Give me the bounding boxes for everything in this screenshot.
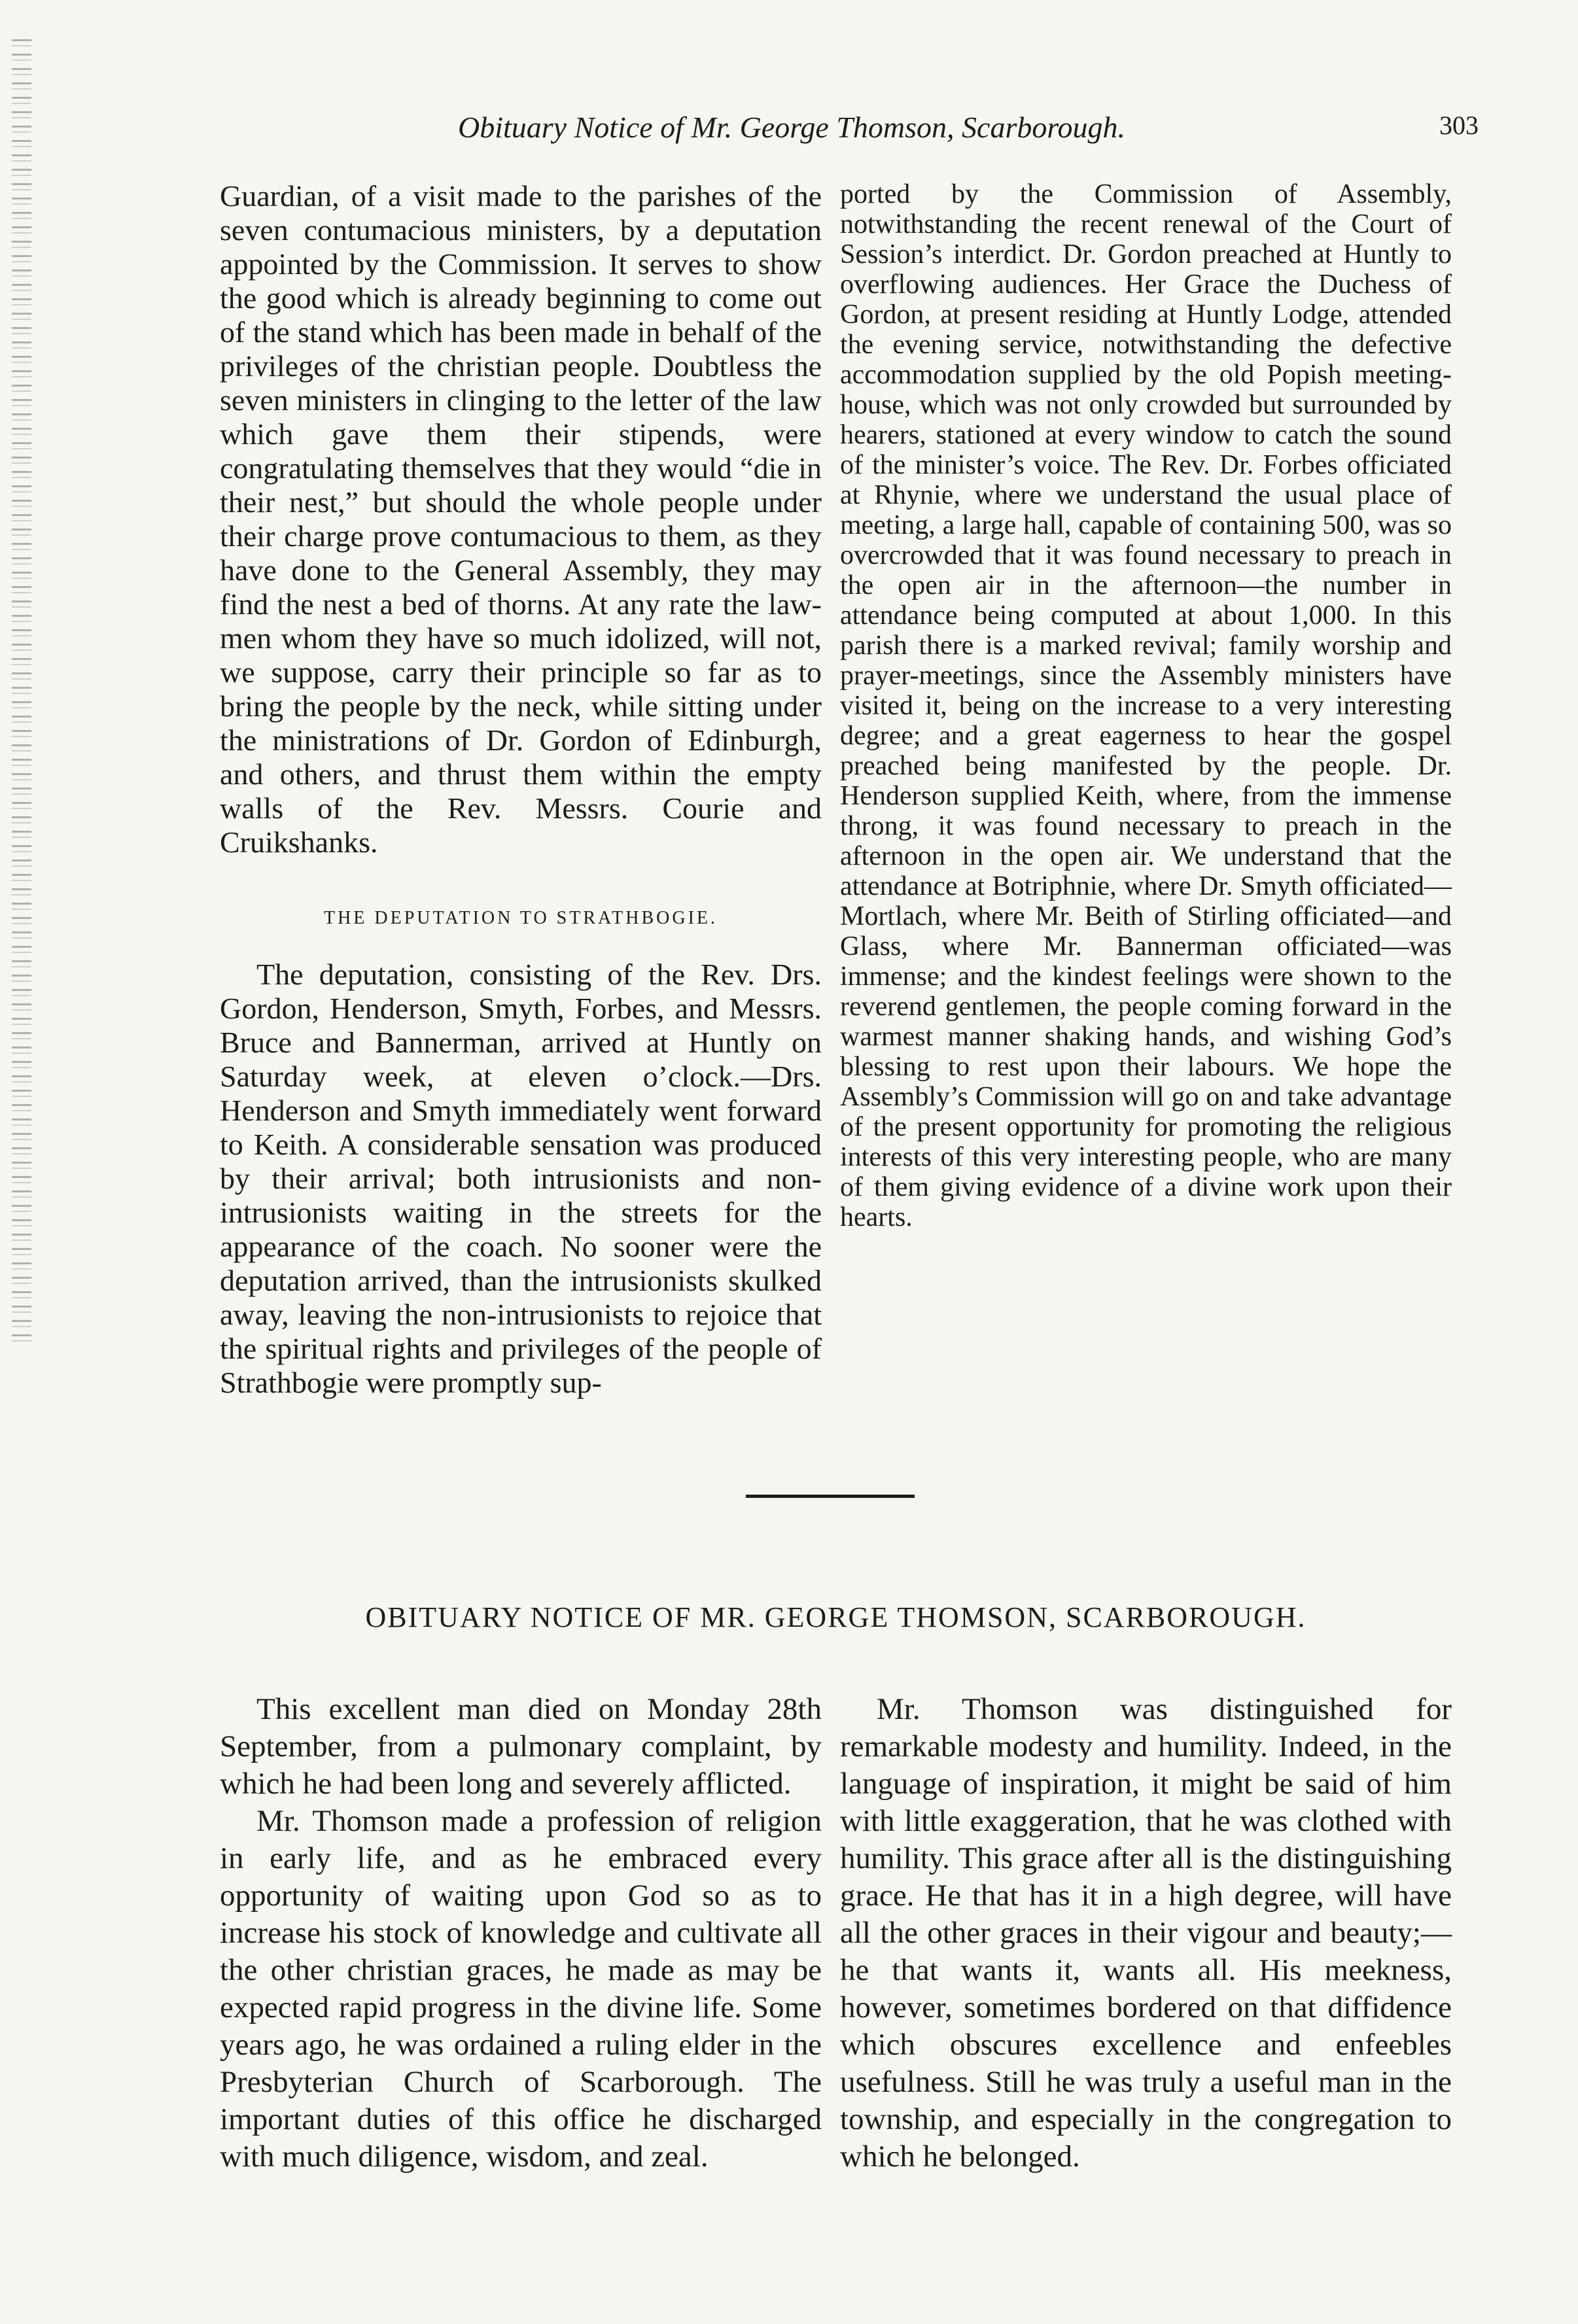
paragraph: ported by the Commission of Assembly, notwithstanding the recent renewal of the Court of Session’s interdict. Dr. Gordon preached at Huntly to overflowing audiences. Her Grace the Duchess of Gordon, at present residing at Huntly Lodge, attended the evening service, notwithstanding the defective accommodation supplied by the old Popish meeting-house, which was not only crowded but surrounded by hearers, stationed at every window to catch the sound of the minister’s voice. The Rev. Dr. Forbes officiated at Rhynie, where we understand the usual place of meeting, a large hall, capable of containing 500, was so overcrowded that it was found necessary to preach in the open air in the afternoon—the number in attendance being computed at about 1,000. In this parish there is a marked revival; family worship and prayer-meetings, since the Assembly ministers have visited it, being on the increase to a very interesting degree; and a great eagerness to hear the gospel preached being manifested by the people. Dr. Henderson supplied Keith, where, from the immense throng, it was found necessary to preach in the afternoon in the open air. We understand that the attendance at Botriphnie, where Dr. Smyth officiated—Mortlach, where Mr. Beith of Stirling officiated—and Glass, where Mr. Bannerman officiated—was immense; and the kindest feelings were shown to the reverend gentlemen, the people coming forward in the warmest manner shaking hands, and wishing God’s blessing to rest upon their labours. We hope the Assembly’s Commission will go on and take advantage of the present opportunity for promoting the religious interests of this very interesting people, who are many of them giving evidence of a divine work upon their hearts. bbox=[840, 179, 1452, 1232]
paragraph: This excellent man died on Monday 28th September, from a pulmonary complaint, by which he had been long and severely afflicted. bbox=[220, 1692, 822, 1801]
page-number: 303 bbox=[1439, 111, 1479, 140]
section-separator bbox=[746, 1495, 915, 1498]
binding-edge bbox=[12, 39, 31, 1347]
obituary-title: OBITUARY NOTICE OF MR. GEORGE THOMSON, SCARBOROUGH. bbox=[365, 1601, 1306, 1633]
paragraph: Mr. Thomson was distinguished for remarkable modesty and humility. Indeed, in the language of inspiration, it might be said of him with little exaggeration, that he was clothed with humility. This grace after all is the distinguishing grace. He that has it in a high degree, will have all the other graces in their vigour and beauty;—he that wants it, wants all. His meekness, however, sometimes bordered on that diffidence which obscures excellence and enfeebles usefulness. Still he was truly a useful man in the township, and especially in the congregation to which he belonged. bbox=[840, 1692, 1452, 2174]
page-header bbox=[458, 110, 1479, 156]
obituary-right-column bbox=[840, 1691, 1452, 2176]
top-left-column bbox=[220, 179, 822, 1400]
paragraph: The deputation, consisting of the Rev. Drs. Gordon, Henderson, Smyth, Forbes, and Messrs. Bruce and Bannerman, arrived at Huntly on Saturday week, at eleven o’clock.—Drs. Henderson and Smyth immediately went forward to Keith. A considerable sensation was produced by their arrival; both intrusionists and non-intrusionists waiting in the streets for the appearance of the coach. No sooner were the deputation arrived, than the intrusionists skulked away, leaving the non-intrusionists to rejoice that the spiritual rights and privileges of the people of Strathbogie were promptly sup- bbox=[220, 958, 822, 1399]
paragraph: Guardian, of a visit made to the parishes of the seven contumacious ministers, by a deputation appointed by the Commission. It serves to show the good which is already beginning to come out of the stand which has been made in behalf of the privileges of the christian people. Doubtless the seven ministers in clinging to the letter of the law which gave them their stipends, were congratulating themselves that they would “die in their nest,” but should the whole people under their charge prove contumacious to them, as they have done to the General Assembly, they may find the nest a bed of thorns. At any rate the law-men whom they have so much idolized, will not, we suppose, carry their principle so far as to bring the people by the neck, while sitting under the ministrations of Dr. Gordon of Edinburgh, and others, and thrust them within the empty walls of the Rev. Messrs. Courie and Cruikshanks. bbox=[220, 179, 822, 859]
section-heading: THE DEPUTATION TO STRATHBOGIE. bbox=[323, 908, 718, 928]
running-title: Obituary Notice of Mr. George Thomson, Scarborough. bbox=[458, 111, 1126, 144]
obituary-left-column bbox=[220, 1691, 822, 2176]
top-right-column bbox=[840, 179, 1452, 1232]
paragraph: Mr. Thomson made a profession of religion in early life, and as he embraced every opportunity of waiting upon God so as to increase his stock of knowledge and cultivate all the other christian graces, he made as may be expected rapid progress in the divine life. Some years ago, he was ordained a ruling elder in the Presbyterian Church of Scarborough. The important duties of this office he discharged with much diligence, wisdom, and zeal. bbox=[220, 1804, 822, 2174]
